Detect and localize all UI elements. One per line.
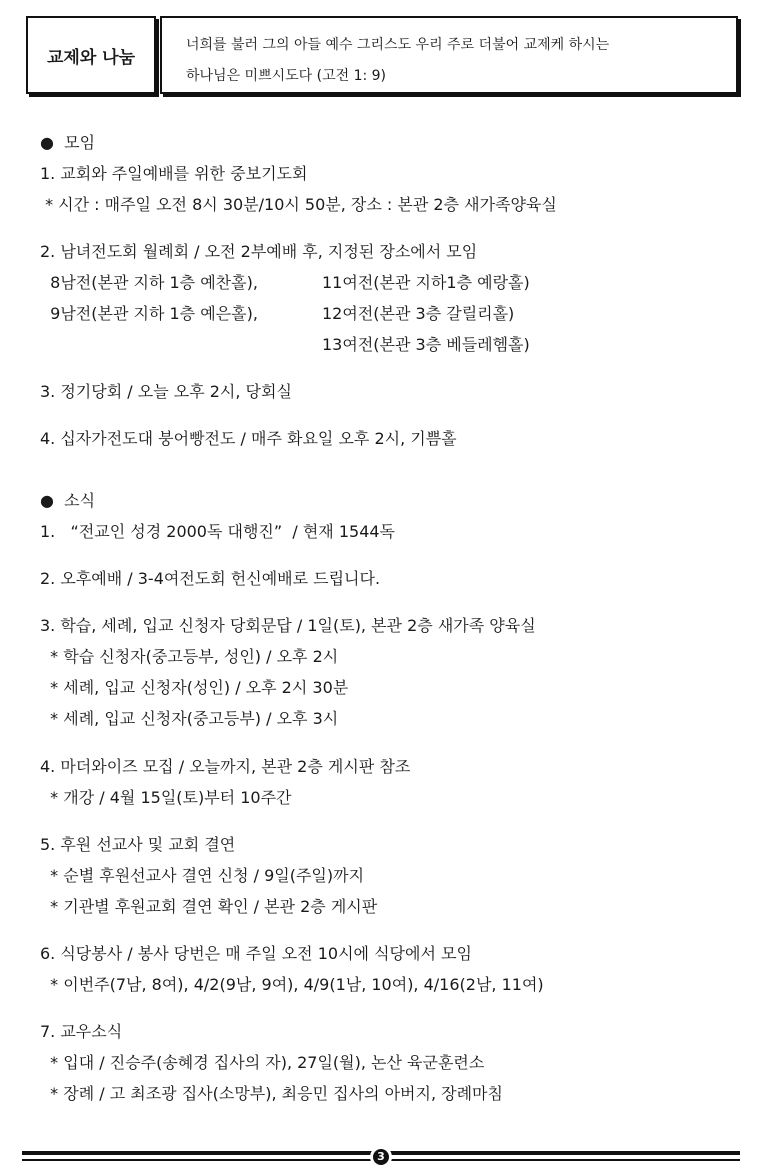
- item-line: 4. 마더와이즈 모집 / 오늘까지, 본관 2층 게시판 참조: [40, 757, 411, 776]
- verse-line-1: 너희를 불러 그의 아들 예수 그리스도 우리 주로 더불어 교제케 하시는: [186, 37, 610, 53]
- item-line: 3. 정기당회 / 오늘 오후 2시, 당회실: [40, 382, 292, 401]
- item-line: 2. 오후예배 / 3-4여전도회 헌신예배로 드립니다.: [40, 569, 381, 588]
- item-line: * 세례, 입교 신청자(중고등부) / 오후 3시: [40, 709, 339, 728]
- item-line: 1. 교회와 주일예배를 위한 중보기도회: [40, 164, 308, 183]
- section-title: 교제와 나눔: [46, 47, 136, 68]
- footer-rule: [22, 1149, 740, 1165]
- item-line: 7. 교우소식: [40, 1022, 123, 1041]
- item-line: 12여전(본관 3층 갈릴리홀): [322, 304, 515, 323]
- item-line: * 이번주(7남, 8여), 4/2(9남, 9여), 4/9(1남, 10여), 4/16(2남, 11여): [40, 975, 544, 994]
- item-line: * 장례 / 고 최조광 집사(소망부), 최응민 집사의 아버지, 장례마침: [40, 1084, 503, 1103]
- item-line: 2. 남녀전도회 월례회 / 오전 2부예배 후, 지정된 장소에서 모임: [40, 242, 478, 261]
- item-line: 3. 학습, 세례, 입교 신청자 당회문답 / 1일(토), 본관 2층 새가족 양육실: [40, 616, 536, 635]
- item-line: 8남전(본관 지하 1층 예찬홀),: [40, 273, 258, 292]
- item-line: 6. 식당봉사 / 봉사 당번은 매 주일 오전 10시에 식당에서 모임: [40, 944, 472, 963]
- item-line: * 기관별 후원교회 결연 확인 / 본관 2층 게시판: [40, 897, 378, 916]
- heading-gatherings: ● 모임: [40, 133, 96, 152]
- item-line: * 순별 후원선교사 결연 신청 / 9일(주일)까지: [40, 866, 365, 885]
- item-line: 5. 후원 선교사 및 교회 결연: [40, 835, 236, 854]
- heading-news: ● 소식: [40, 491, 96, 510]
- item-line: * 개강 / 4월 15일(토)부터 10주간: [40, 788, 292, 807]
- page-number: 3: [373, 1149, 389, 1165]
- item-line: 11여전(본관 지하1층 예랑홀): [322, 273, 530, 292]
- item-line: * 시간 : 매주일 오전 8시 30분/10시 50분, 장소 : 본관 2층 새가족양육실: [40, 195, 557, 214]
- item-line: * 입대 / 진승주(송혜경 집사의 자), 27일(월), 논산 육군훈련소: [40, 1053, 485, 1072]
- item-line: 13여전(본관 3층 베들레헴홀): [322, 335, 530, 354]
- item-line: 4. 십자가전도대 붕어빵전도 / 매주 화요일 오후 2시, 기쁨홀: [40, 429, 457, 448]
- item-line: * 세례, 입교 신청자(성인) / 오후 2시 30분: [40, 678, 349, 697]
- item-line: * 학습 신청자(중고등부, 성인) / 오후 2시: [40, 647, 339, 666]
- item-line: 9남전(본관 지하 1층 예은홀),: [40, 304, 258, 323]
- verse-box: [160, 16, 738, 94]
- verse-line-2: 하나님은 미쁘시도다 (고전 1: 9): [186, 68, 387, 84]
- item-line: 1. “전교인 성경 2000독 대행진” / 현재 1544독: [40, 522, 396, 541]
- section-title-box: [26, 16, 156, 94]
